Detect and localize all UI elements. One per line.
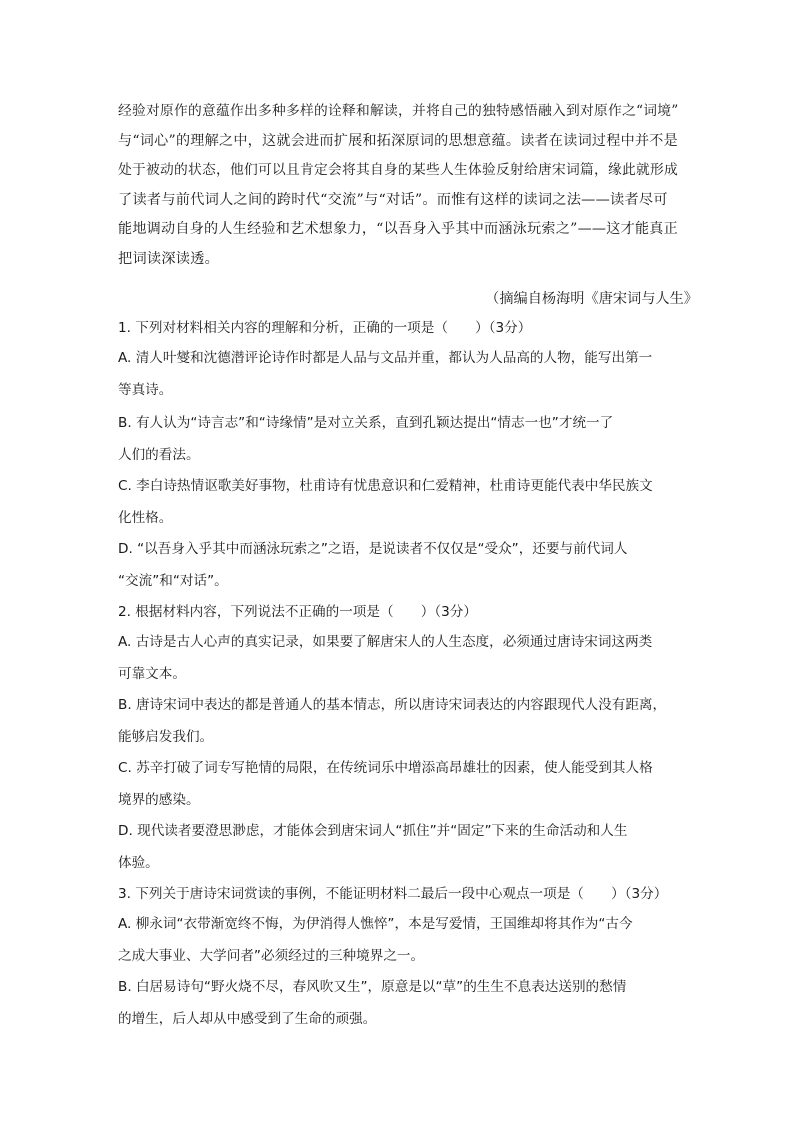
option-line: A. 柳永词“衣带渐宽终不悔，为伊消得人憔悴”，本是写爱情，王国维却将其作为“古今 bbox=[118, 916, 633, 932]
question-2-option-d bbox=[118, 821, 678, 873]
option-line: 可靠文本。 bbox=[118, 666, 186, 682]
passage-line: 能地调动自身的人生经验和艺术想象力，“以吾身入乎其中而涵泳玩索之”——这才能真正 bbox=[118, 221, 678, 237]
source-citation: （摘编自杨海明《唐宋词与人生》 bbox=[485, 291, 698, 307]
option-line: 之成大事业、大学问者”必须经过的三种境界之一。 bbox=[118, 948, 425, 964]
option-line: 境界的感染。 bbox=[118, 792, 200, 808]
question-3-option-b bbox=[118, 977, 678, 1029]
question-stem: 3. 下列关于唐诗宋词赏读的事例，不能证明材料二最后一段中心观点一项是（ ）（3分） bbox=[118, 886, 668, 902]
option-line: C. 李白诗热情讴歌美好事物，杜甫诗有忧患意识和仁爱精神，杜甫诗更能代表中华民族文 bbox=[118, 478, 653, 494]
question-3-option-a bbox=[118, 914, 678, 966]
option-line: B. 唐诗宋词中表达的都是普通人的基本情志，所以唐诗宋词表达的内容跟现代人没有距离， bbox=[118, 697, 667, 713]
passage-line: 把词读深读透。 bbox=[118, 250, 220, 267]
question-1-option-d bbox=[118, 539, 678, 591]
option-line: B. 白居易诗句“野火烧不尽，春风吹又生”，原意是以“草”的生生不息表达送别的愁情 bbox=[118, 979, 627, 995]
passage-line: 处于被动的状态，他们可以且肯定会将其自身的某些人生体验反射给唐宋词篇，缘此就形成 bbox=[118, 162, 679, 178]
question-1-option-c bbox=[118, 476, 678, 528]
passage-line: 了读者与前代词人之间的跨时代“交流”与“对话”。而惟有这样的读词之法——读者尽可 bbox=[118, 191, 668, 208]
option-line: D. “以吾身入乎其中而涵泳玩索之”之语，是说读者不仅仅是“受众”，还要与前代词人 bbox=[118, 541, 628, 557]
option-line: C. 苏辛打破了词专写艳情的局限，在传统词乐中增添高昂雄壮的因素，使人能受到其人格 bbox=[118, 760, 653, 776]
question-stem: 1. 下列对材料相关内容的理解和分析，正确的一项是（ ）（3分） bbox=[118, 320, 532, 336]
question-1-option-b bbox=[118, 413, 678, 465]
question-2-option-b bbox=[118, 695, 678, 747]
option-line: 化性格。 bbox=[118, 510, 173, 526]
option-line: D. 现代读者要澄思渺虑，才能体会到唐宋词人“抓住”并“固定”下来的生命活动和人生 bbox=[118, 823, 628, 839]
option-line: 人们的看法。 bbox=[118, 447, 200, 463]
option-line: A. 清人叶燮和沈德潜评论诗作时都是人品与文品并重，都认为人品高的人物，能写出第一 bbox=[118, 350, 653, 366]
passage-line: 与“词心”的理解之中，这就会进而扩展和拓深原词的思想意蕴。读者在读词过程中并不是 bbox=[118, 132, 678, 149]
option-line: A. 古诗是古人心声的真实记录，如果要了解唐宋人的人生态度，必须通过唐诗宋词这两类 bbox=[118, 634, 653, 650]
option-line: 的增生，后人却从中感受到了生命的顽强。 bbox=[118, 1011, 377, 1027]
option-line: 能够启发我们。 bbox=[118, 729, 214, 745]
question-2-option-c bbox=[118, 758, 678, 810]
passage-paragraph bbox=[118, 97, 678, 274]
question-1-option-a bbox=[118, 348, 678, 400]
question-1 bbox=[118, 318, 678, 338]
question-2 bbox=[118, 602, 678, 622]
option-line: B. 有人认为“诗言志”和“诗缘情”是对立关系，直到孔颖达提出“情志一也”才统一了 bbox=[118, 415, 614, 431]
question-2-option-a bbox=[118, 632, 678, 684]
passage-line: 经验对原作的意蕴作出多种多样的诠释和解读，并将自己的独特感悟融入到对原作之“词境” bbox=[118, 103, 679, 119]
question-stem: 2. 根据材料内容，下列说法不正确的一项是（ ）（3分） bbox=[118, 604, 477, 620]
option-line: “交流”和“对话”。 bbox=[118, 573, 228, 589]
option-line: 体验。 bbox=[118, 855, 159, 871]
option-line: 等真诗。 bbox=[118, 382, 173, 398]
question-3 bbox=[118, 884, 678, 904]
